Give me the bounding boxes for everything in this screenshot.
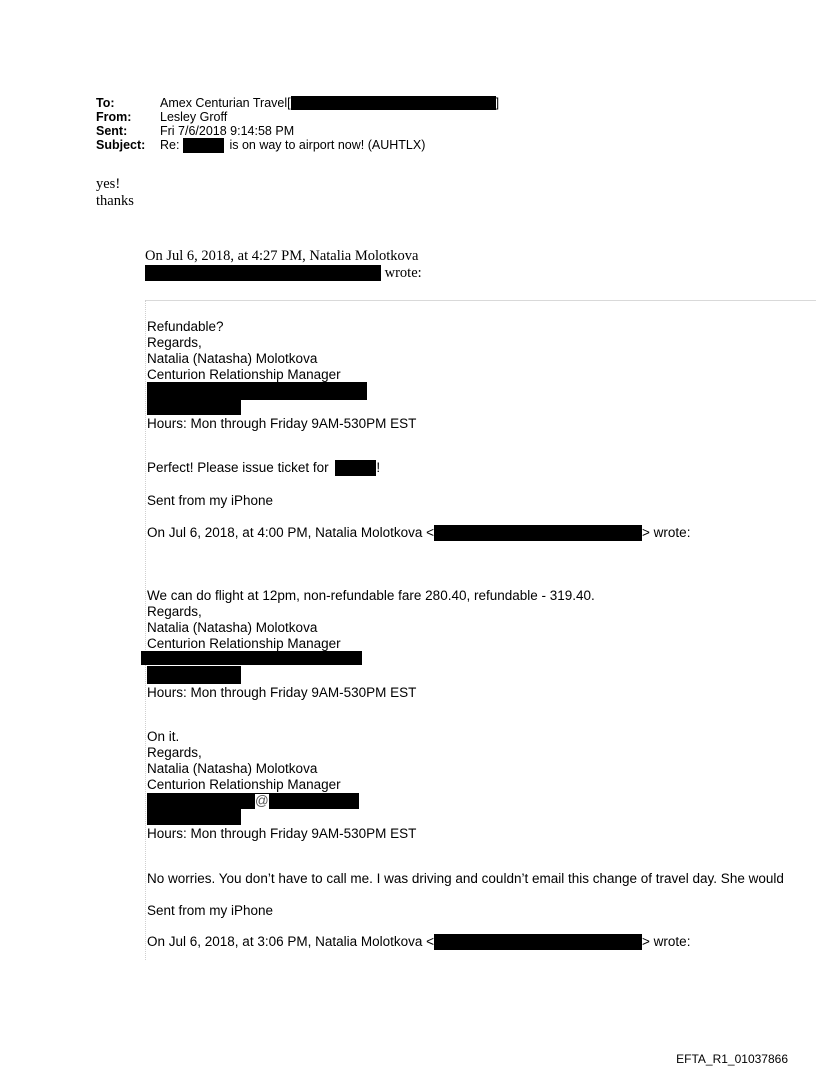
- from-row: [96, 110, 499, 124]
- from-value: Lesley Groff: [160, 110, 228, 124]
- redaction-bar: [434, 525, 642, 541]
- quoted-header-line: On Jul 6, 2018, at 4:27 PM, Natalia Molotkova: [145, 248, 419, 264]
- body-line: Sent from my iPhone: [147, 903, 274, 918]
- body-line: Regards,: [147, 745, 202, 760]
- body-line: Sent from my iPhone: [147, 493, 274, 508]
- reply-body: [96, 176, 134, 210]
- email-header: [96, 96, 499, 153]
- subject-suffix: is on way to airport now! (AUHTLX): [229, 138, 426, 152]
- signature-hours: Hours: Mon through Friday 9AM-530PM EST: [147, 826, 417, 841]
- sent-value: Fri 7/6/2018 9:14:58 PM: [160, 124, 295, 138]
- redaction-bar: [434, 934, 642, 950]
- wrote-text: wrote:: [384, 265, 422, 281]
- signature-title: Centurion Relationship Manager: [147, 367, 341, 382]
- redaction-bar: [145, 265, 381, 281]
- quoted-header-line2: [145, 265, 422, 282]
- signature-hours: Hours: Mon through Friday 9AM-530PM EST: [147, 416, 417, 431]
- signature-name: Natalia (Natasha) Molotkova: [147, 761, 318, 776]
- signature-name: Natalia (Natasha) Molotkova: [147, 351, 318, 366]
- signature-hours: Hours: Mon through Friday 9AM-530PM EST: [147, 685, 417, 700]
- wrote-suffix: > wrote:: [642, 934, 691, 949]
- sent-label: Sent:: [96, 124, 128, 138]
- quote-divider: [146, 300, 816, 301]
- reply-line: yes!: [96, 176, 121, 192]
- redaction-bar: [141, 651, 362, 665]
- perfect-text: Perfect! Please issue ticket for: [147, 460, 329, 475]
- to-row: [96, 96, 499, 110]
- subject-label: Subject:: [96, 138, 146, 152]
- redaction-bar: [147, 809, 241, 825]
- sent-row: [96, 124, 499, 138]
- to-label: To:: [96, 96, 115, 110]
- redaction-bar: [183, 138, 224, 153]
- wrote-suffix: > wrote:: [642, 525, 691, 540]
- redaction-bar: [147, 399, 241, 415]
- redaction-bar: [335, 460, 376, 476]
- from-label: From:: [96, 110, 132, 124]
- subject-row: [96, 138, 499, 153]
- body-line: Refundable?: [147, 319, 224, 334]
- on-date-text: On Jul 6, 2018, at 4:00 PM, Natalia Molotkova <: [147, 525, 435, 540]
- on-date-text: On Jul 6, 2018, at 3:06 PM, Natalia Molotkova <: [147, 934, 435, 949]
- subject-prefix: Re:: [160, 138, 180, 152]
- email-line: [147, 793, 359, 809]
- body-line: On it.: [147, 729, 180, 744]
- redaction-bar: [147, 793, 255, 809]
- body-line: [147, 525, 690, 541]
- to-close: ]: [495, 96, 500, 110]
- signature-title: Centurion Relationship Manager: [147, 636, 341, 651]
- signature-title: Centurion Relationship Manager: [147, 777, 341, 792]
- body-line: [147, 460, 380, 476]
- to-value: Amex Centurian Travel[: [160, 96, 291, 110]
- redaction-bar: [147, 666, 241, 684]
- body-line: We can do flight at 12pm, non-refundable fare 280.40, refundable - 319.40.: [147, 588, 595, 603]
- body-line: Regards,: [147, 604, 202, 619]
- redaction-bar: [291, 96, 496, 110]
- reply-line: thanks: [96, 193, 134, 209]
- at-sign: @: [255, 793, 269, 808]
- signature-name: Natalia (Natasha) Molotkova: [147, 620, 318, 635]
- redaction-bar: [147, 382, 367, 400]
- body-line: Regards,: [147, 335, 202, 350]
- body-line: No worries. You don’t have to call me. I was driving and couldn’t email this change of travel day. She would: [147, 871, 784, 886]
- document-id: EFTA_R1_01037866: [676, 1052, 788, 1066]
- body-line: [147, 934, 690, 950]
- perfect-suffix: !: [376, 460, 381, 475]
- quoted-header: [145, 248, 422, 282]
- redaction-bar: [269, 793, 359, 809]
